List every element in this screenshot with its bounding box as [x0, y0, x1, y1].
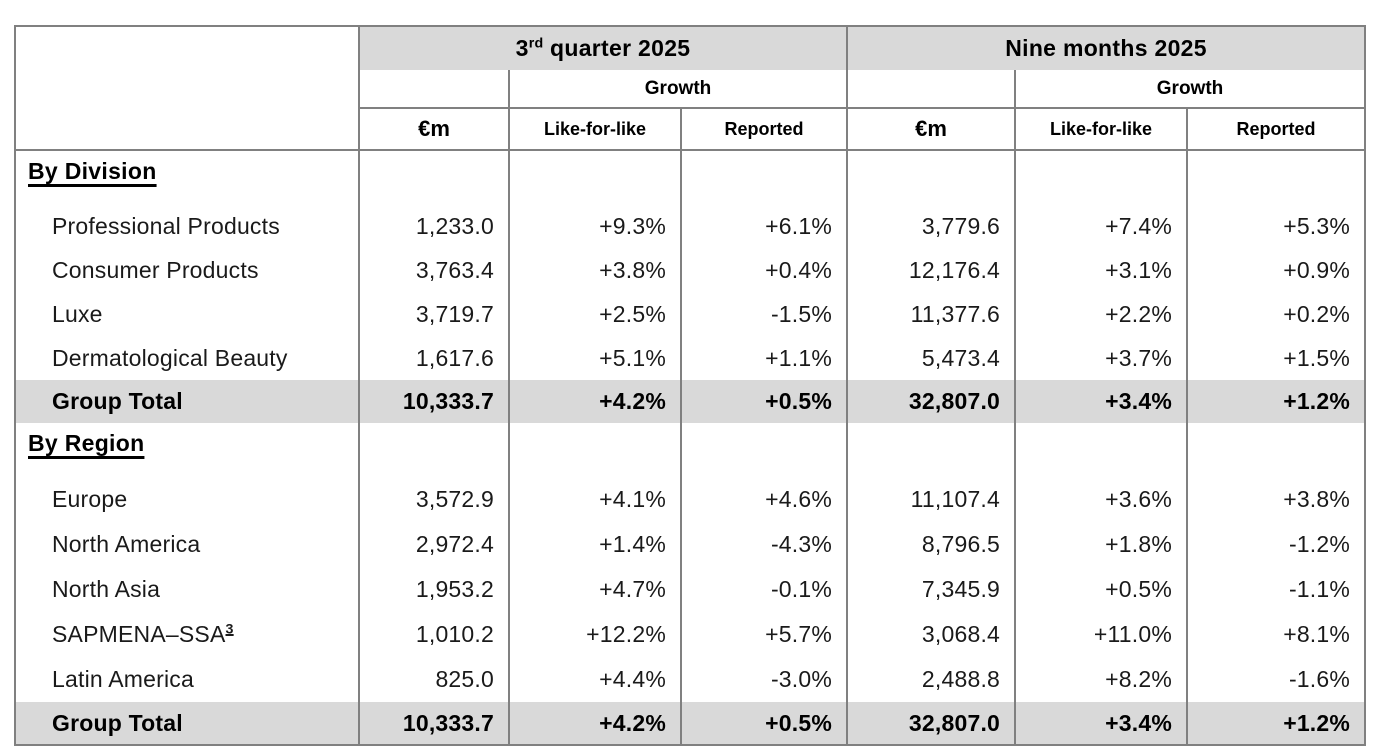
q3-eur-column-header: €m: [359, 108, 509, 150]
section-title-by-region: By Region: [28, 430, 145, 456]
q3-lfl-value: +4.4%: [509, 657, 681, 702]
q3-reported-value: -3.0%: [681, 657, 847, 702]
nine-months-period-header: Nine months 2025: [847, 26, 1365, 70]
q3-lfl-value: +1.4%: [509, 522, 681, 567]
nm-eur-value: 32,807.0: [847, 380, 1015, 423]
row-europe: [15, 477, 1365, 522]
nm-eur-value: 12,176.4: [847, 248, 1015, 292]
nm-eur-value: 7,345.9: [847, 567, 1015, 612]
nm-reported-value: +8.1%: [1187, 612, 1365, 657]
q3-reported-value: -4.3%: [681, 522, 847, 567]
nm-reported-value: +1.2%: [1187, 380, 1365, 423]
nm-lfl-value: +11.0%: [1015, 612, 1187, 657]
nm-eur-column-header: €m: [847, 108, 1015, 150]
footnote-3-superscript: 3: [225, 621, 234, 638]
nm-reported-value: +5.3%: [1187, 204, 1365, 248]
empty-cell: [681, 150, 847, 204]
q3-eur-value: 3,572.9: [359, 477, 509, 522]
nm-reported-value: +1.5%: [1187, 336, 1365, 380]
q3-eur-value: 1,617.6: [359, 336, 509, 380]
q3-eur-value: 1,233.0: [359, 204, 509, 248]
nm-reported-value: +1.2%: [1187, 702, 1365, 745]
nm-lfl-value: +7.4%: [1015, 204, 1187, 248]
q3-reported-column-header: Reported: [681, 108, 847, 150]
empty-cell: [359, 423, 509, 477]
q3-eur-value: 10,333.7: [359, 702, 509, 745]
nm-eur-value: 5,473.4: [847, 336, 1015, 380]
row-label: SAPMENA–SSA$^3$: [52, 621, 234, 647]
row-label: Europe: [52, 486, 128, 512]
row-luxe: [15, 292, 1365, 336]
nm-eur-spacer-cell: [847, 70, 1015, 108]
nm-reported-value: -1.2%: [1187, 522, 1365, 567]
row-north-asia: [15, 567, 1365, 612]
row-label: Group Total: [15, 380, 359, 423]
nm-growth-header: Growth: [1015, 70, 1365, 108]
row-label: Professional Products: [52, 212, 280, 239]
q3-period-label: 3rd quarter 2025: [515, 35, 691, 61]
empty-cell: [1187, 150, 1365, 204]
q3-lfl-value: +3.8%: [509, 248, 681, 292]
row-latin-america: [15, 657, 1365, 702]
nm-lfl-value: +0.5%: [1015, 567, 1187, 612]
nm-eur-value: 11,377.6: [847, 292, 1015, 336]
nm-reported-value: +0.9%: [1187, 248, 1365, 292]
nm-lfl-value: +3.4%: [1015, 380, 1187, 423]
row-label: North America: [52, 531, 201, 557]
section-title-by-division: By Division: [28, 158, 157, 184]
nm-lfl-value: +3.7%: [1015, 336, 1187, 380]
nm-reported-value: -1.6%: [1187, 657, 1365, 702]
nm-eur-value: 2,488.8: [847, 657, 1015, 702]
corner-cell: [15, 26, 359, 150]
row-consumer-products: [15, 248, 1365, 292]
q3-eur-value: 1,953.2: [359, 567, 509, 612]
row-label: Luxe: [52, 300, 103, 327]
empty-cell: [1015, 150, 1187, 204]
row-group-total-division: [15, 380, 1365, 423]
q3-growth-header: Growth: [509, 70, 847, 108]
q3-reported-value: +0.4%: [681, 248, 847, 292]
q3-lfl-value: +4.1%: [509, 477, 681, 522]
empty-cell: [681, 423, 847, 477]
nm-reported-value: +3.8%: [1187, 477, 1365, 522]
nm-eur-value: 3,068.4: [847, 612, 1015, 657]
q3-reported-value: +4.6%: [681, 477, 847, 522]
q3-eur-value: 3,763.4: [359, 248, 509, 292]
nm-lfl-value: +3.4%: [1015, 702, 1187, 745]
q3-lfl-value: +12.2%: [509, 612, 681, 657]
q3-eur-value: 3,719.7: [359, 292, 509, 336]
nm-reported-column-header: Reported: [1187, 108, 1365, 150]
section-row-by-division: [15, 150, 1365, 204]
row-label: Latin America: [52, 666, 194, 692]
empty-cell: [359, 150, 509, 204]
nm-lfl-value: +2.2%: [1015, 292, 1187, 336]
period-header-row: [15, 26, 1365, 70]
q3-lfl-value: +4.2%: [509, 380, 681, 423]
row-label: Group Total: [15, 702, 359, 745]
section-row-by-region: [15, 423, 1365, 477]
nm-reported-value: +0.2%: [1187, 292, 1365, 336]
q3-ordinal-superscript: rd: [528, 35, 544, 52]
q3-reported-value: +0.5%: [681, 380, 847, 423]
q3-lfl-value: +9.3%: [509, 204, 681, 248]
q3-like-for-like-column-header: Like-for-like: [509, 108, 681, 150]
nm-eur-value: 32,807.0: [847, 702, 1015, 745]
nm-lfl-value: +3.6%: [1015, 477, 1187, 522]
q3-reported-value: -1.5%: [681, 292, 847, 336]
nm-eur-value: 8,796.5: [847, 522, 1015, 567]
row-professional-products: [15, 204, 1365, 248]
row-north-america: [15, 522, 1365, 567]
q3-reported-value: -0.1%: [681, 567, 847, 612]
empty-cell: [509, 150, 681, 204]
row-label: Dermatological Beauty: [52, 344, 288, 371]
q3-reported-value: +1.1%: [681, 336, 847, 380]
nm-lfl-value: +1.8%: [1015, 522, 1187, 567]
empty-cell: [1187, 423, 1365, 477]
q3-reported-value: +0.5%: [681, 702, 847, 745]
row-dermatological-beauty: [15, 336, 1365, 380]
q3-eur-spacer-cell: [359, 70, 509, 108]
row-sapmena-ssa: [15, 612, 1365, 657]
q3-eur-value: 10,333.7: [359, 380, 509, 423]
empty-cell: [847, 423, 1015, 477]
q3-eur-value: 2,972.4: [359, 522, 509, 567]
nm-like-for-like-column-header: Like-for-like: [1015, 108, 1187, 150]
empty-cell: [847, 150, 1015, 204]
row-label: Consumer Products: [52, 256, 259, 283]
q3-reported-value: +6.1%: [681, 204, 847, 248]
row-label: North Asia: [52, 576, 161, 602]
empty-cell: [1015, 423, 1187, 477]
q3-eur-value: 825.0: [359, 657, 509, 702]
nm-eur-value: 11,107.4: [847, 477, 1015, 522]
q3-period-header: [359, 26, 847, 70]
row-group-total-region: [15, 702, 1365, 745]
q3-reported-value: +5.7%: [681, 612, 847, 657]
nm-lfl-value: +3.1%: [1015, 248, 1187, 292]
q3-lfl-value: +4.2%: [509, 702, 681, 745]
empty-cell: [509, 423, 681, 477]
sales-results-table: [14, 25, 1366, 746]
q3-eur-value: 1,010.2: [359, 612, 509, 657]
q3-lfl-value: +2.5%: [509, 292, 681, 336]
nm-lfl-value: +8.2%: [1015, 657, 1187, 702]
nm-reported-value: -1.1%: [1187, 567, 1365, 612]
q3-lfl-value: +4.7%: [509, 567, 681, 612]
q3-lfl-value: +5.1%: [509, 336, 681, 380]
nm-eur-value: 3,779.6: [847, 204, 1015, 248]
